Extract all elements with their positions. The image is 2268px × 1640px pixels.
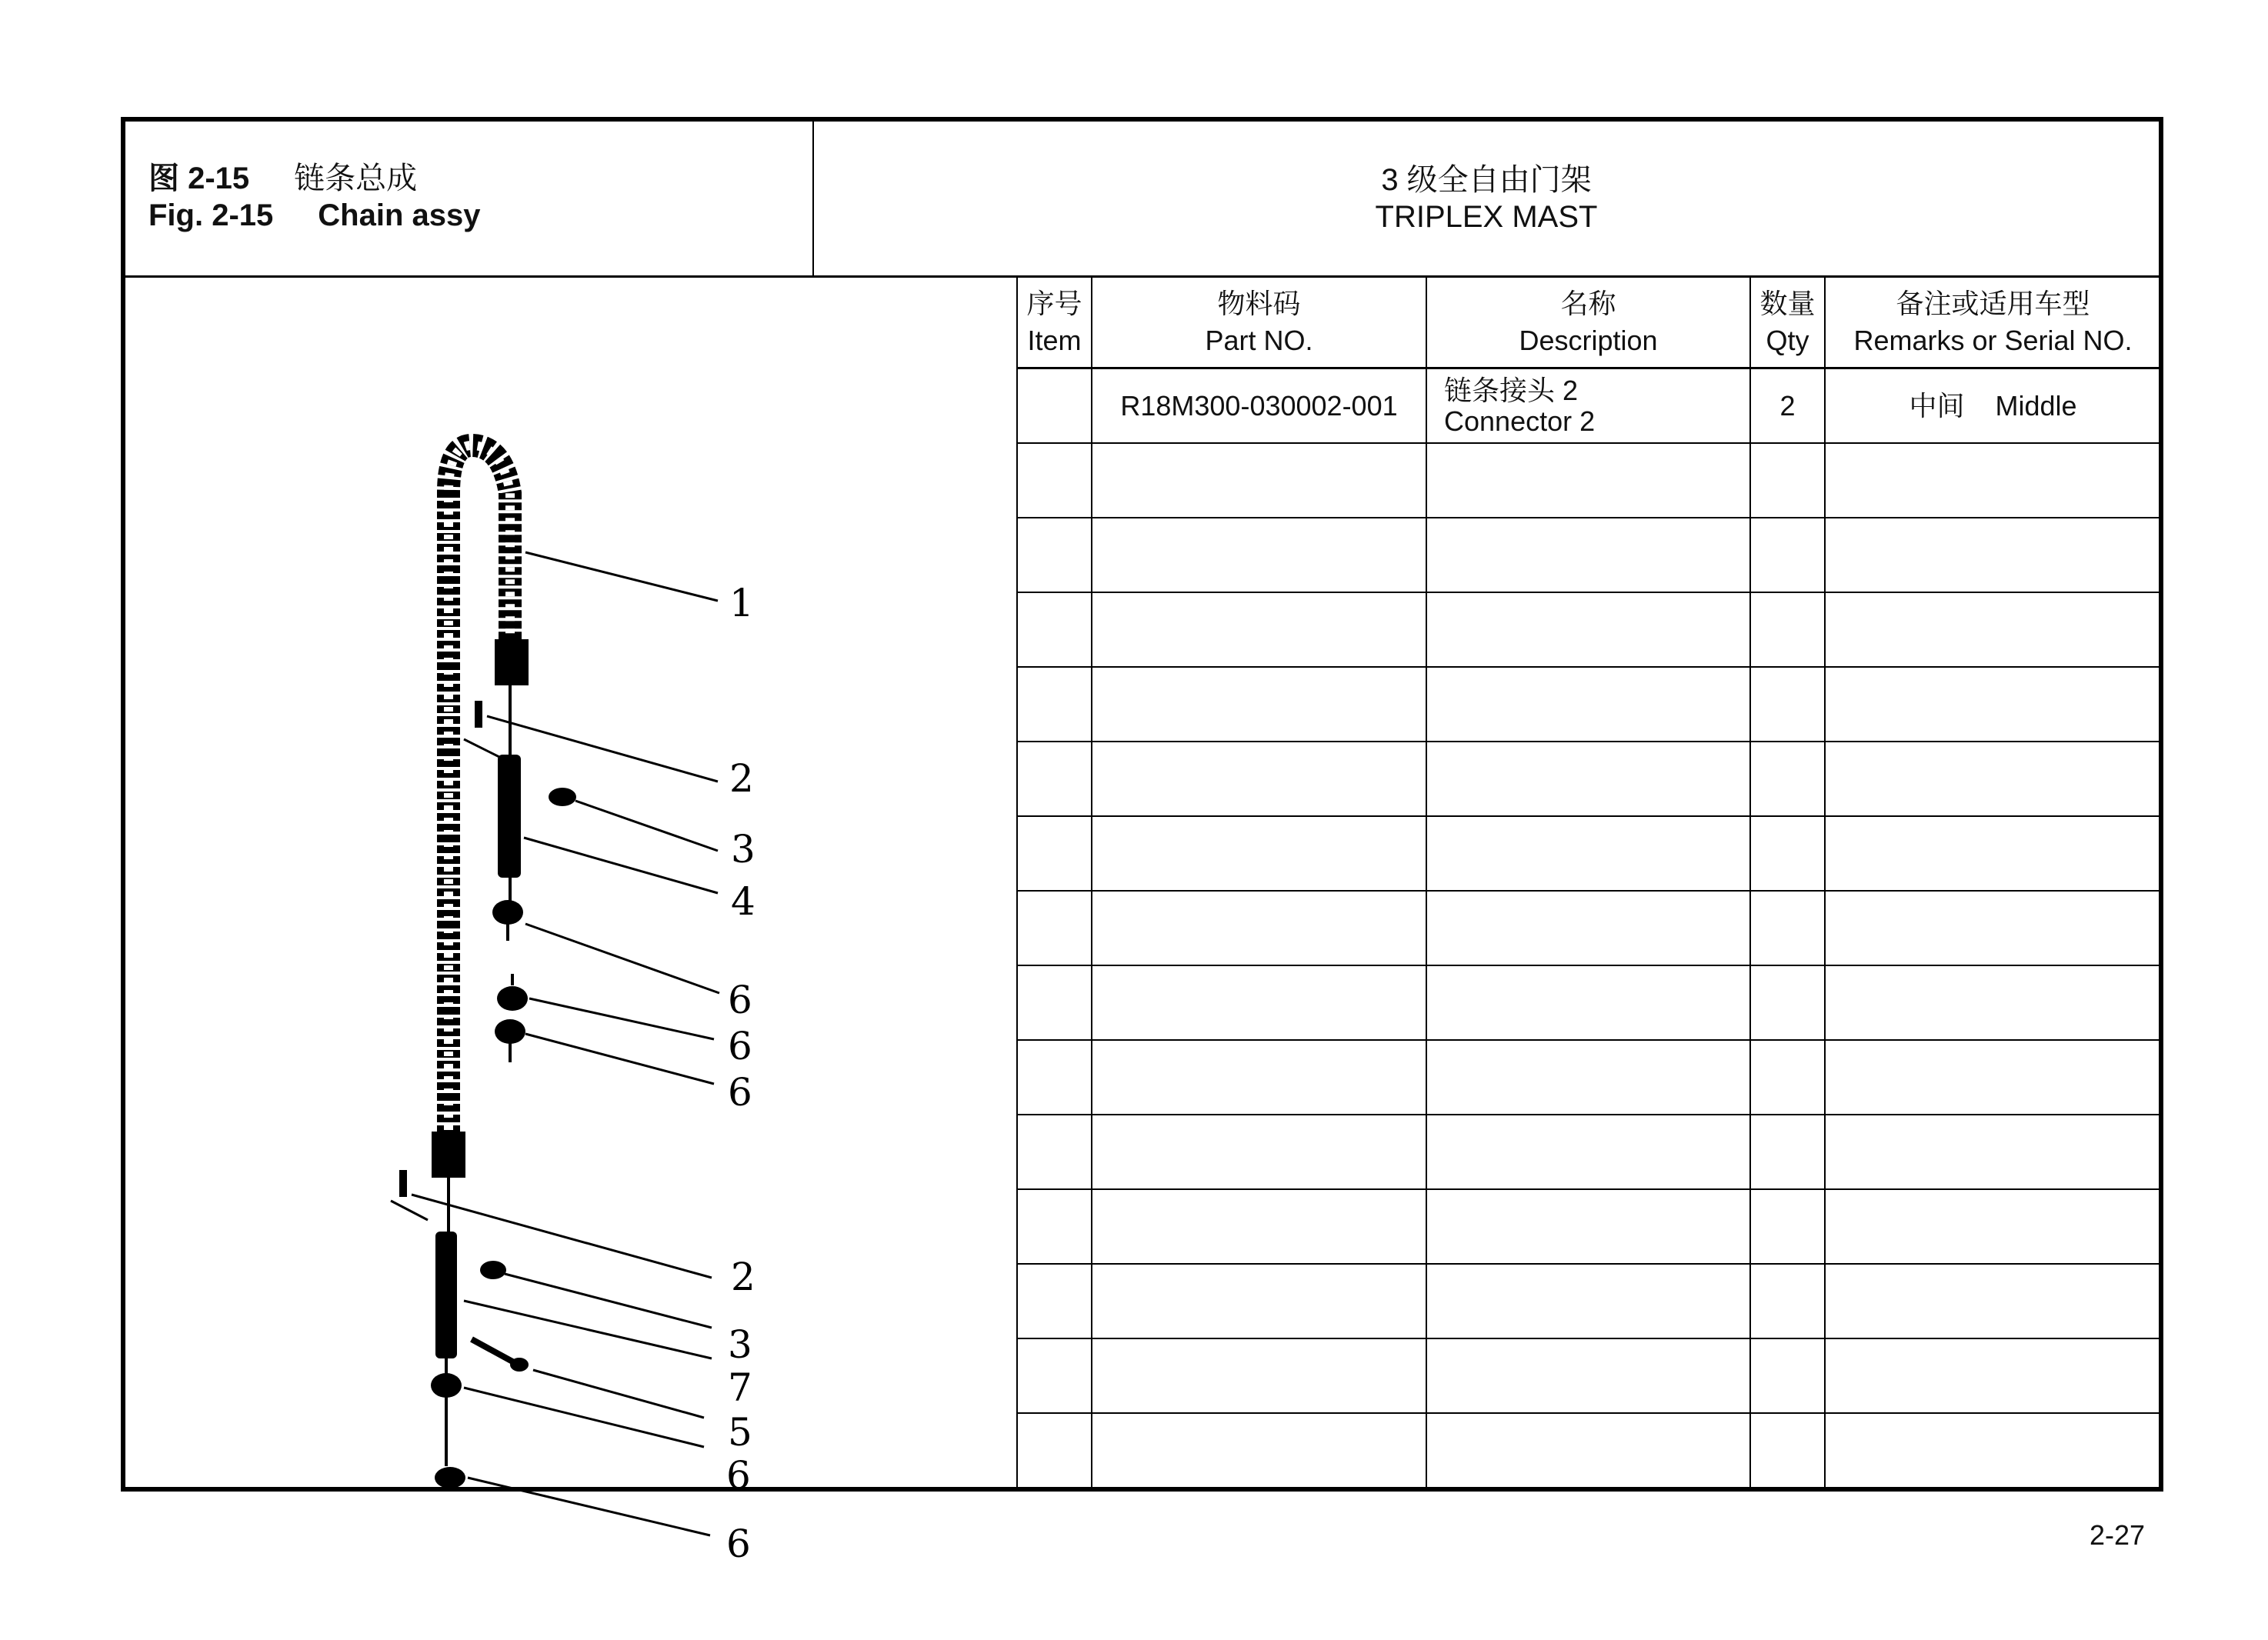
callout-6-e: 6 [726, 1522, 751, 1566]
empty-cell [1427, 518, 1751, 592]
empty-cell [1018, 742, 1092, 815]
empty-cell [1751, 892, 1826, 965]
remarks-en: Middle [1995, 389, 2077, 422]
table-row [1018, 369, 2160, 444]
empty-cell [1427, 1041, 1751, 1114]
empty-cell [1018, 1190, 1092, 1263]
table-row-empty [1018, 966, 2160, 1041]
empty-cell [1826, 668, 2160, 741]
page-number: 2-27 [2090, 1519, 2146, 1551]
empty-cell [1751, 1339, 1826, 1412]
empty-cell [1018, 966, 1092, 1039]
empty-cell [1427, 892, 1751, 965]
chain-assembly-drawing [125, 278, 1016, 1566]
callout-6-a: 6 [728, 978, 752, 1022]
empty-cell [1018, 1265, 1092, 1338]
empty-cell [1751, 1115, 1826, 1188]
cell-part-no: R18M300-030002-001 [1092, 369, 1427, 442]
empty-cell [1826, 1414, 2160, 1487]
col-header-cn: 物料码 [1217, 288, 1301, 319]
callout-6-c: 6 [728, 1070, 752, 1115]
empty-cell [1826, 1190, 2160, 1263]
empty-cell [1427, 966, 1751, 1039]
empty-cell [1092, 1339, 1427, 1412]
callout-5: 5 [728, 1410, 752, 1455]
empty-cell [1826, 1265, 2160, 1338]
empty-cell [1018, 1041, 1092, 1114]
empty-cell [1826, 1041, 2160, 1114]
col-header-cn: 名称 [1560, 288, 1616, 319]
empty-cell [1751, 966, 1826, 1039]
empty-cell [1427, 1190, 1751, 1263]
empty-cell [1427, 1414, 1751, 1487]
section-title-en: TRIPLEX MAST [1375, 200, 1598, 234]
table-row-empty [1018, 444, 2160, 518]
empty-cell [1826, 742, 2160, 815]
empty-cell [1018, 593, 1092, 666]
empty-cell [1826, 593, 2160, 666]
empty-cell [1751, 668, 1826, 741]
callout-4: 4 [731, 879, 755, 924]
col-header-en: Qty [1766, 325, 1809, 356]
table-row-empty [1018, 1265, 2160, 1339]
empty-cell [1826, 1339, 2160, 1412]
callout-labels [726, 581, 755, 1566]
figure-title-block [125, 122, 814, 275]
empty-cell [1826, 892, 2160, 965]
col-header-item [1018, 278, 1092, 367]
col-header-en: Remarks or Serial NO. [1853, 325, 2133, 356]
empty-cell [1092, 1414, 1427, 1487]
empty-cell [1092, 892, 1427, 965]
empty-cell [1092, 518, 1427, 592]
table-row-empty [1018, 593, 2160, 668]
table-header-row [1018, 278, 2160, 369]
section-title-cn: 3 级全自由门架 [1381, 163, 1592, 197]
description-en: Connector 2 [1444, 405, 1596, 437]
table-row-empty [1018, 1414, 2160, 1487]
empty-cell [1427, 444, 1751, 517]
table-row-empty [1018, 1339, 2160, 1414]
empty-cell [1092, 1190, 1427, 1263]
table-row-empty [1018, 1115, 2160, 1190]
callout-6-d: 6 [726, 1453, 751, 1498]
callout-7: 7 [728, 1365, 752, 1410]
cell-item [1018, 369, 1092, 442]
empty-cell [1751, 817, 1826, 890]
parts-table [1016, 278, 2160, 1487]
empty-cell [1751, 444, 1826, 517]
remarks-cn: 中间 [1909, 389, 1965, 422]
col-header-en: Description [1519, 325, 1658, 356]
cell-description [1427, 369, 1751, 442]
empty-cell [1092, 1115, 1427, 1188]
col-header-cn: 备注或适用车型 [1896, 288, 2090, 319]
table-row-empty [1018, 668, 2160, 742]
col-header-en: Part NO. [1205, 325, 1313, 356]
empty-cell [1751, 1265, 1826, 1338]
empty-cell [1427, 1265, 1751, 1338]
empty-cell [1092, 817, 1427, 890]
empty-cell [1018, 668, 1092, 741]
empty-cell [1018, 1339, 1092, 1412]
callout-3-upper: 3 [731, 827, 755, 872]
empty-cell [1018, 444, 1092, 517]
table-row-empty [1018, 1190, 2160, 1265]
empty-cell [1427, 1115, 1751, 1188]
figure-label-cn: 图 2-15 [148, 162, 250, 195]
section-title-block [814, 122, 2159, 275]
callout-1: 1 [729, 581, 754, 625]
empty-cell [1751, 742, 1826, 815]
empty-cell [1092, 742, 1427, 815]
empty-cell [1092, 593, 1427, 666]
empty-cell [1427, 593, 1751, 666]
callout-2-lower: 2 [731, 1255, 755, 1299]
empty-cell [1427, 742, 1751, 815]
empty-cell [1427, 668, 1751, 741]
col-header-remarks [1826, 278, 2160, 367]
empty-cell [1751, 593, 1826, 666]
col-header-cn: 数量 [1759, 288, 1816, 319]
exploded-diagram [125, 278, 1016, 1566]
empty-cell [1826, 966, 2160, 1039]
cell-remarks [1826, 369, 2160, 442]
col-header-en: Item [1027, 325, 1082, 356]
empty-cell [1826, 518, 2160, 592]
callout-3-lower: 3 [728, 1322, 752, 1367]
empty-cell [1826, 817, 2160, 890]
empty-cell [1751, 518, 1826, 592]
table-row-empty [1018, 1041, 2160, 1115]
col-header-description [1427, 278, 1751, 367]
figure-title-cn [148, 154, 417, 198]
empty-cell [1092, 444, 1427, 517]
empty-cell [1751, 1190, 1826, 1263]
empty-cell [1018, 1414, 1092, 1487]
cell-qty: 2 [1751, 369, 1826, 442]
table-row-empty [1018, 817, 2160, 892]
col-header-cn: 序号 [1026, 288, 1082, 319]
empty-cell [1018, 1115, 1092, 1188]
empty-cell [1427, 817, 1751, 890]
empty-cell [1018, 817, 1092, 890]
empty-cell [1826, 1115, 2160, 1188]
figure-title-en [148, 198, 480, 233]
figure-title-text-en: Chain assy [318, 198, 481, 232]
empty-cell [1427, 1339, 1751, 1412]
empty-cell [1092, 1265, 1427, 1338]
figure-label-en: Fig. 2-15 [148, 198, 274, 232]
empty-cell [1092, 966, 1427, 1039]
col-header-qty [1751, 278, 1826, 367]
empty-cell [1751, 1041, 1826, 1114]
col-header-part-no [1092, 278, 1427, 367]
empty-cell [1751, 1414, 1826, 1487]
empty-cell [1018, 892, 1092, 965]
figure-title-text-cn: 链条总成 [294, 162, 418, 195]
page-header [125, 122, 2159, 278]
callout-6-b: 6 [728, 1024, 752, 1068]
empty-cell [1018, 518, 1092, 592]
empty-cell [1092, 668, 1427, 741]
empty-cell [1826, 444, 2160, 517]
table-row-empty [1018, 892, 2160, 966]
empty-cell [1092, 1041, 1427, 1114]
table-row-empty [1018, 518, 2160, 593]
description-cn: 链条接头 2 [1444, 374, 1579, 406]
table-row-empty [1018, 742, 2160, 817]
callout-2-upper: 2 [729, 756, 754, 801]
